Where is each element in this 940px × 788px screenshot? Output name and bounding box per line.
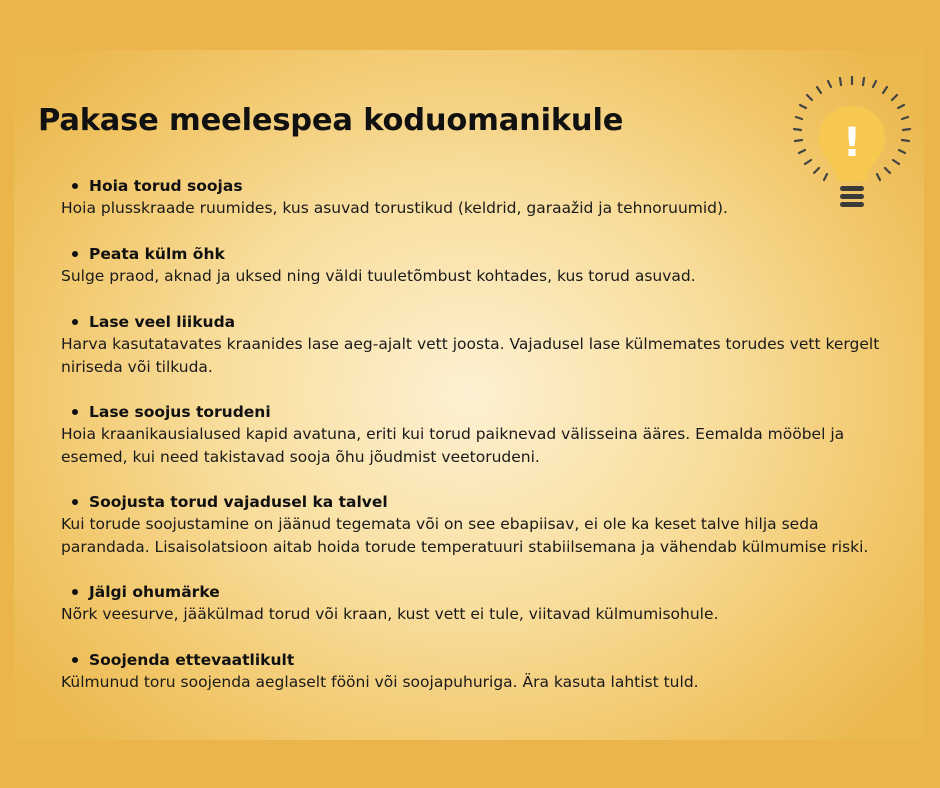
tip-text: Kui torude soojustamine on jäänud tegemata või on see ebapiisav, ei ole ka keset talve hilja seda parandada. Lisaisolatsioon aitab hoida torude temperatuuri stabiilsemana ja vähendab külmumise riski. [61, 515, 869, 556]
tip-heading [61, 648, 911, 671]
tip-heading [61, 174, 911, 197]
tip-item [61, 400, 911, 490]
bullet-icon [72, 409, 78, 415]
page-title: Pakase meelespea koduomanikule [38, 103, 624, 138]
tip-text: Nõrk veesurve, jääkülmad torud või kraan, kust vett ei tule, viitavad külmumisohule. [61, 605, 719, 623]
tip-heading [61, 310, 911, 333]
bullet-icon [72, 589, 78, 595]
tip-heading [61, 242, 911, 265]
bullet-icon [72, 251, 78, 257]
tip-text: Sulge praod, aknad ja uksed ning väldi tuuletõmbust kohtades, kus torud asuvad. [61, 267, 696, 285]
tip-item [61, 648, 911, 716]
bullet-icon [72, 657, 78, 663]
tips-list [61, 174, 911, 716]
tip-item [61, 490, 911, 580]
tip-heading [61, 580, 911, 603]
tip-item [61, 580, 911, 648]
tip-title: Peata külm õhk [89, 244, 225, 263]
bullet-icon [72, 183, 78, 189]
tip-title: Jälgi ohumärke [89, 582, 220, 601]
bullet-icon [72, 319, 78, 325]
reminder-card [14, 50, 924, 740]
exclamation-mark: ! [842, 120, 862, 166]
tip-heading [61, 490, 911, 513]
tip-title: Lase soojus torudeni [89, 402, 271, 421]
tip-heading [61, 400, 911, 423]
tip-item [61, 310, 911, 400]
tip-title: Lase veel liikuda [89, 312, 236, 331]
tip-item [61, 242, 911, 310]
tip-title: Soojenda ettevaatlikult [89, 650, 295, 669]
tip-text: Harva kasutatavates kraanides lase aeg-ajalt vett joosta. Vajadusel lase külmemates torudes vett kergelt niriseda või tilkuda. [61, 335, 880, 376]
tip-text: Külmunud toru soojenda aeglaselt fööni või soojapuhuriga. Ära kasuta lahtist tuld. [61, 673, 699, 691]
tip-text: Hoia plusskraade ruumides, kus asuvad torustikud (keldrid, garaažid ja tehnoruumid). [61, 199, 728, 217]
bullet-icon [72, 499, 78, 505]
tip-title: Hoia torud soojas [89, 176, 243, 195]
tip-text: Hoia kraanikausialused kapid avatuna, eriti kui torud paiknevad välisseina ääres. Eemalda mööbel ja esemed, kui need takistavad sooja õhu jõudmist veetorudeni. [61, 425, 845, 466]
tip-title: Soojusta torud vajadusel ka talvel [89, 492, 388, 511]
tip-item [61, 174, 911, 242]
